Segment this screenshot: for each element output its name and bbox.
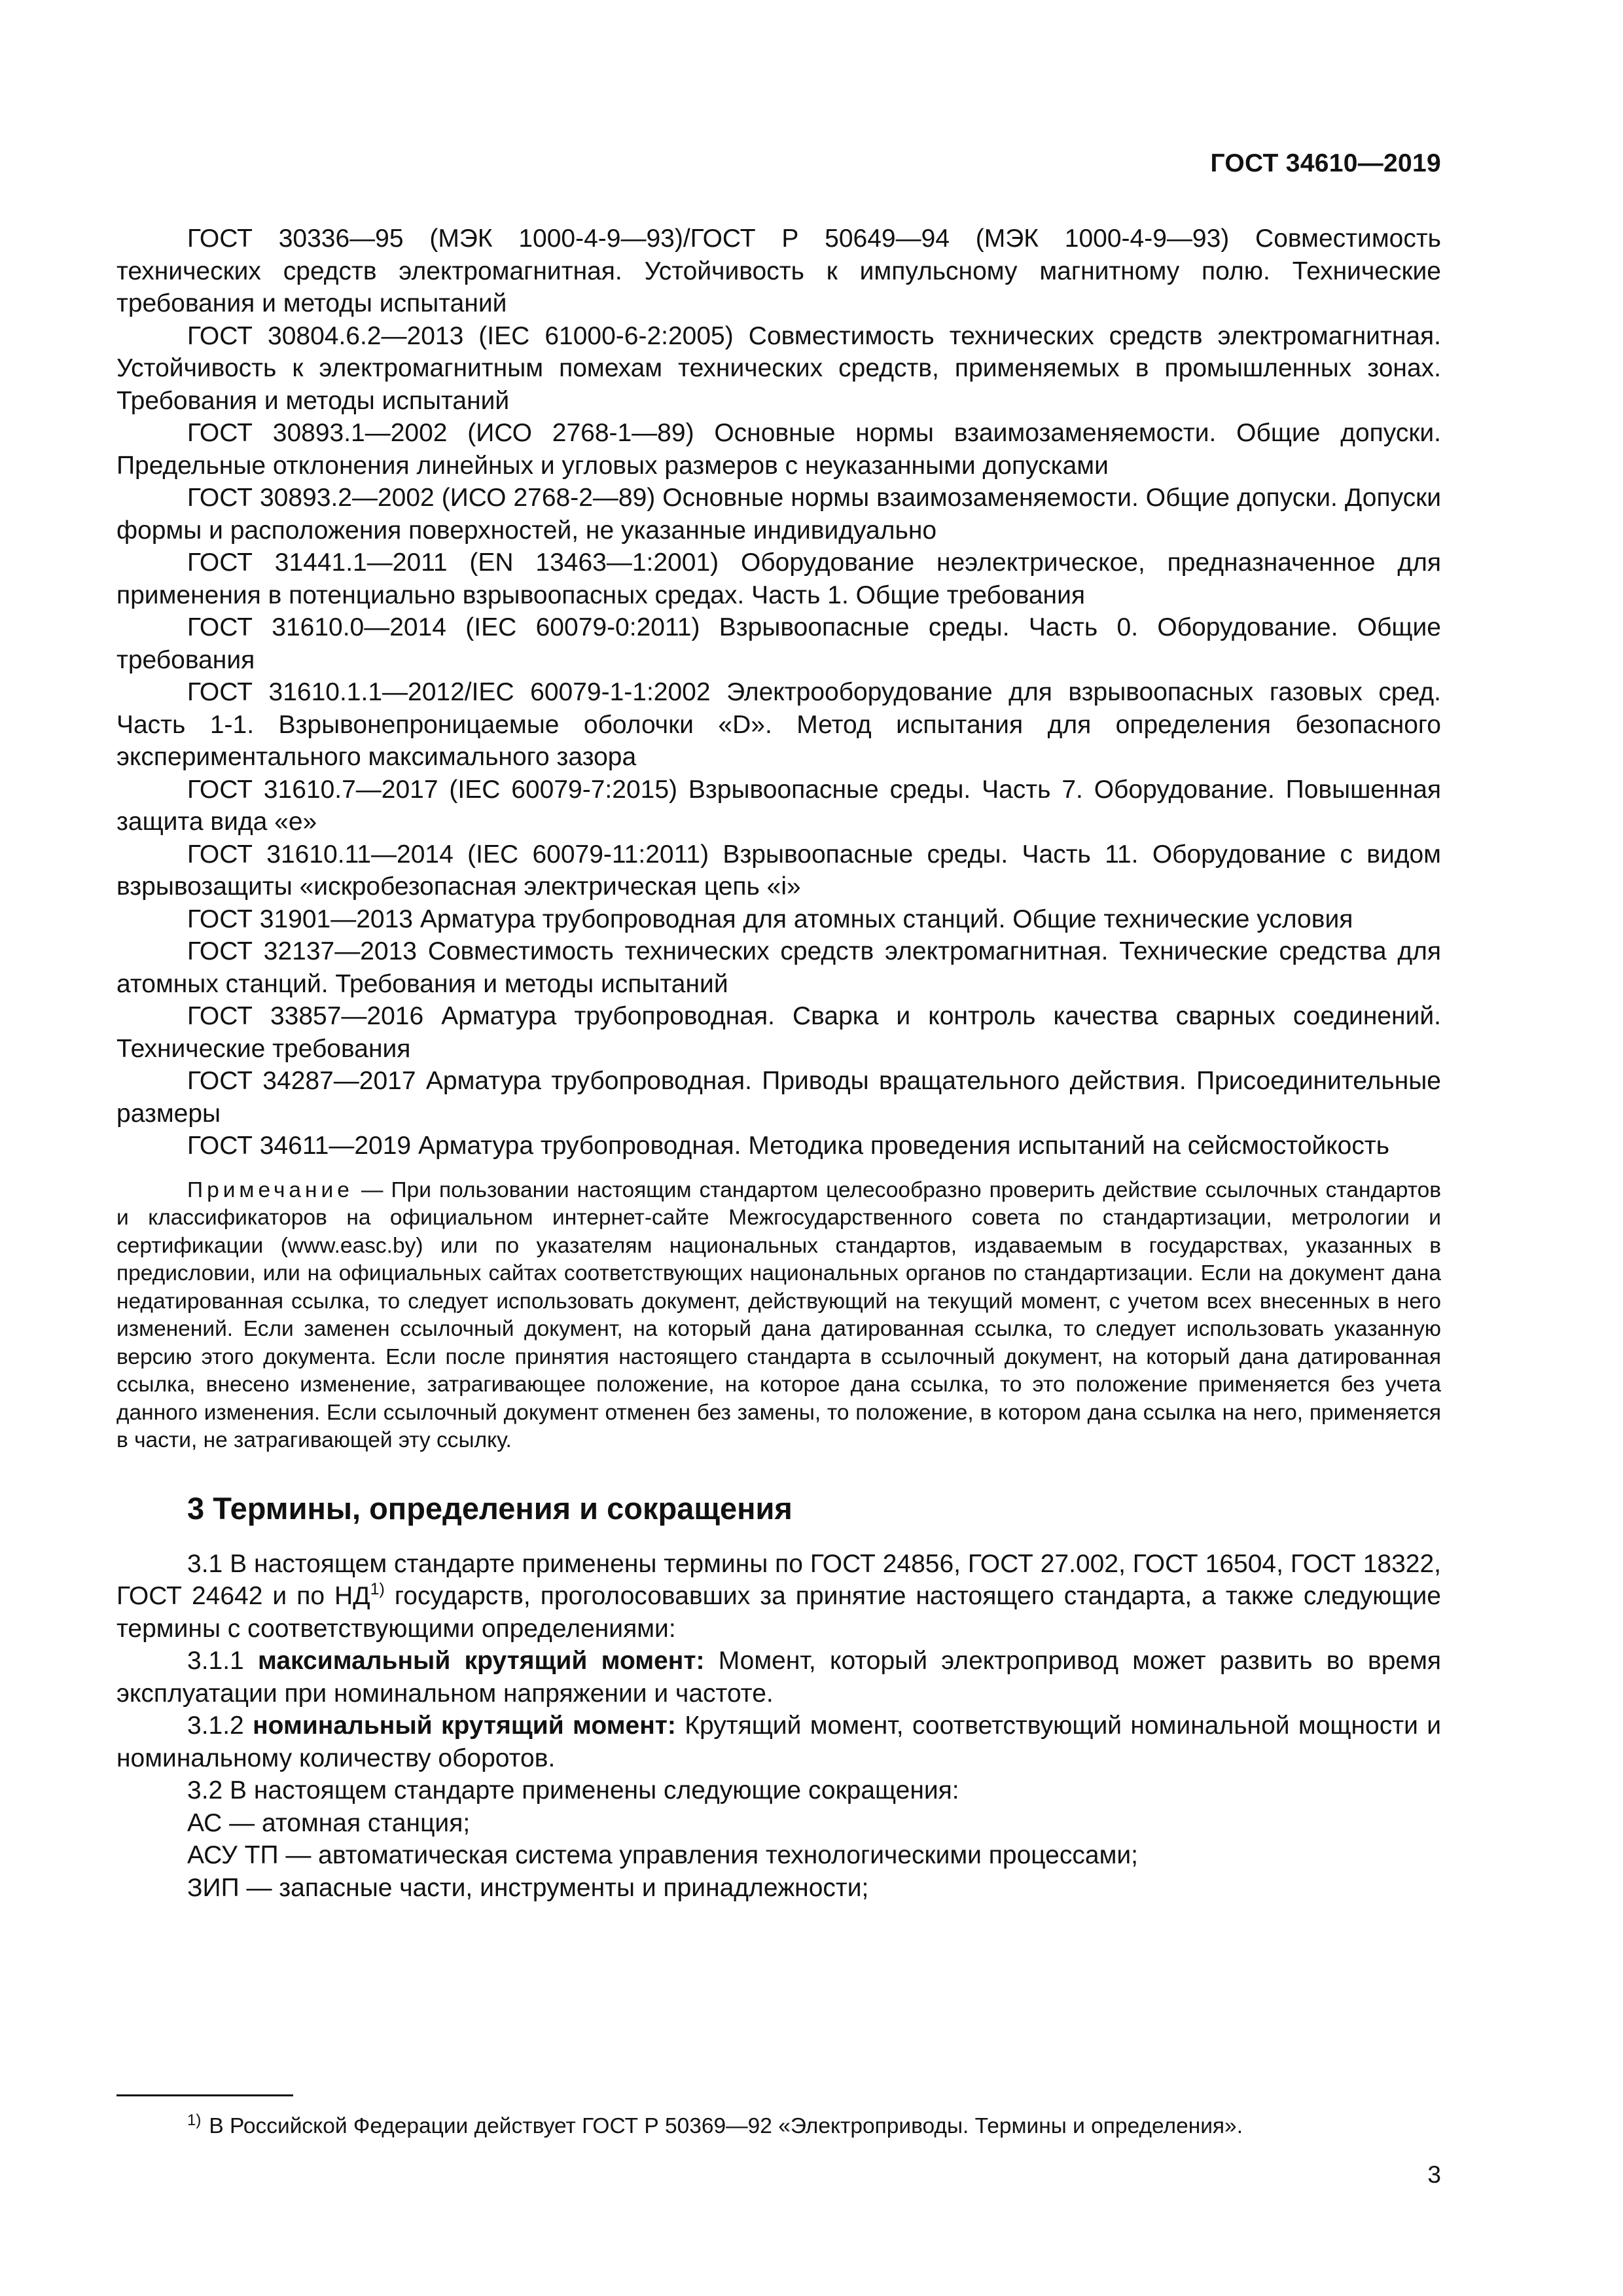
term-definition: Момент, который электропривод может развить во время эксплуатации при номинальном напряжении и частоте.: [116, 1647, 1442, 1708]
reference-item: ГОСТ 30893.2—2002 (ИСО 2768-2—89) Основные нормы взаимозаменяемости. Общие допуски. Допуски формы и расположения поверхностей, не указанные индивидуально: [116, 484, 1441, 545]
paragraph-3-1-text: 3.1 В настоящем стандарте применены термины по ГОСТ 24856, ГОСТ 27.002, ГОСТ 16504, ГОСТ 18322, ГОСТ 24642 и по НД: [116, 1549, 1441, 1610]
footnote: [187, 2113, 1431, 2140]
reference-item: ГОСТ 34611—2019 Арматура трубопроводная. Методика проведения испытаний на сейсмостойкость: [187, 1132, 1390, 1160]
reference-item: ГОСТ 30893.1—2002 (ИСО 2768-1—89) Основные нормы взаимозаменяемости. Общие допуски. Предельные отклонения линейных и угловых размеров с неуказанными допусками: [116, 419, 1441, 480]
note-text: — При пользовании настоящим стандартом целесообразно проверить действие ссылочных стандартов и классификаторов на официальном интернет-сайте Межгосударственного совета по стандартизации, метрологии и сертификации (www.easc.by) или по указателям национальных стандартов, издаваемым в государствах, указанных в предисловии, или на официальных сайтах соответствующих национальных органов по стандартизации. Если на документ дана недатированная ссылка, то следует использовать документ, действующий на текущий момент, с учетом всех внесенных в него изменений. Если заменен ссылочный документ, на который дана датированная ссылка, то следует использовать указанную версию этого документа. Если после принятия настоящего стандарта в ссылочный документ, на который дана датированная ссылка, внесено изменение, затрагивающее положение, на которое дана ссылка, то это положение применяется без учета данного изменения. Если ссылочный документ отменен без замены, то положение, в котором дана ссылка на него, применяется в части, не затрагивающей эту ссылку.: [116, 1177, 1441, 1452]
term-name: номинальный крутящий момент:: [253, 1712, 676, 1740]
note-label: Примечание: [187, 1177, 353, 1202]
abbreviations-list: [116, 1807, 1441, 1905]
page-number: 3: [1427, 2161, 1441, 2188]
term-name: максимальный крутящий момент:: [258, 1647, 705, 1675]
reference-item: ГОСТ 31441.1—2011 (EN 13463—1:2001) Оборудование неэлектрическое, предназначенное для применения в потенциально взрывоопасных средах. Часть 1. Общие требования: [116, 548, 1441, 609]
section-title: 3 Термины, определения и сокращения: [187, 1490, 793, 1526]
term-definition: Крутящий момент, соответствующий номинальной мощности и номинальному количеству оборотов.: [116, 1712, 1442, 1772]
paragraph-3-1-text-end: государств, проголосовавших за принятие настоящего стандарта, а также следующие термины с соответствующими определениями:: [116, 1582, 1441, 1643]
abbreviation-item: АС — атомная станция;: [187, 1808, 471, 1837]
reference-item: ГОСТ 31610.0—2014 (IEC 60079-0:2011) Взрывоопасные среды. Часть 0. Оборудование. Общие требования: [116, 613, 1441, 674]
term-number: 3.1.2: [187, 1712, 253, 1740]
paragraph-3-2: 3.2 В настоящем стандарте применены следующие сокращения:: [187, 1776, 959, 1804]
reference-item: ГОСТ 31901—2013 Арматура трубопроводная для атомных станций. Общие технические условия: [187, 905, 1353, 933]
document-header: ГОСТ 34610—2019: [1210, 149, 1441, 177]
reference-item: ГОСТ 30804.6.2—2013 (IEC 61000-6-2:2005) Совместимость технических средств электромагнитная. Устойчивость к электромагнитным помехам технических средств, применяемых в промышленных зонах. Требования и методы испытаний: [116, 321, 1441, 415]
reference-item: ГОСТ 32137—2013 Совместимость технических средств электромагнитная. Технические средства для атомных станций. Требования и методы испытаний: [116, 937, 1441, 998]
reference-item: ГОСТ 30336—95 (МЭК 1000-4-9—93)/ГОСТ Р 50649—94 (МЭК 1000-4-9—93) Совместимость технических средств электромагнитная. Устойчивость к импульсному магнитному полю. Технические требования и методы испытаний: [116, 224, 1441, 317]
abbreviation-item: ЗИП — запасные части, инструменты и принадлежности;: [187, 1873, 869, 1902]
term-3-1-1: [116, 1645, 1441, 1710]
footnote-reference: 1): [370, 1580, 385, 1598]
paragraph-3-1: [116, 1548, 1441, 1645]
reference-item: ГОСТ 31610.1.1—2012/IEC 60079-1-1:2002 Электрооборудование для взрывоопасных газовых сред. Часть 1-1. Взрывонепроницаемые оболочки «D». Метод испытания для определения безопасного экспериментального максимального зазора: [116, 678, 1441, 771]
term-number: 3.1.1: [187, 1647, 259, 1675]
footnote-marker: 1): [187, 2111, 202, 2129]
reference-item: ГОСТ 31610.7—2017 (IEC 60079-7:2015) Взрывоопасные среды. Часть 7. Оборудование. Повышенная защита вида «е»: [116, 775, 1441, 836]
abbreviation-item: АСУ ТП — автоматическая система управления технологическими процессами;: [187, 1841, 1138, 1869]
reference-item: ГОСТ 33857—2016 Арматура трубопроводная. Сварка и контроль качества сварных соединений. Технические требования: [116, 1002, 1441, 1063]
page-content: [116, 223, 1441, 1904]
footnote-text: В Российской Федерации действует ГОСТ Р 50369—92 «Электроприводы. Термины и определения».: [209, 2114, 1243, 2138]
note-paragraph: [116, 1177, 1441, 1455]
reference-item: ГОСТ 31610.11—2014 (IEC 60079-11:2011) Взрывоопасные среды. Часть 11. Оборудование с видом взрывозащиты «искробезопасная электрическая цепь «i»: [116, 840, 1441, 901]
normative-references-list: [116, 223, 1441, 1162]
term-3-1-2: [116, 1710, 1441, 1774]
reference-item: ГОСТ 34287—2017 Арматура трубопроводная. Приводы вращательного действия. Присоединительные размеры: [116, 1067, 1441, 1128]
footnote-separator: [116, 2094, 293, 2096]
